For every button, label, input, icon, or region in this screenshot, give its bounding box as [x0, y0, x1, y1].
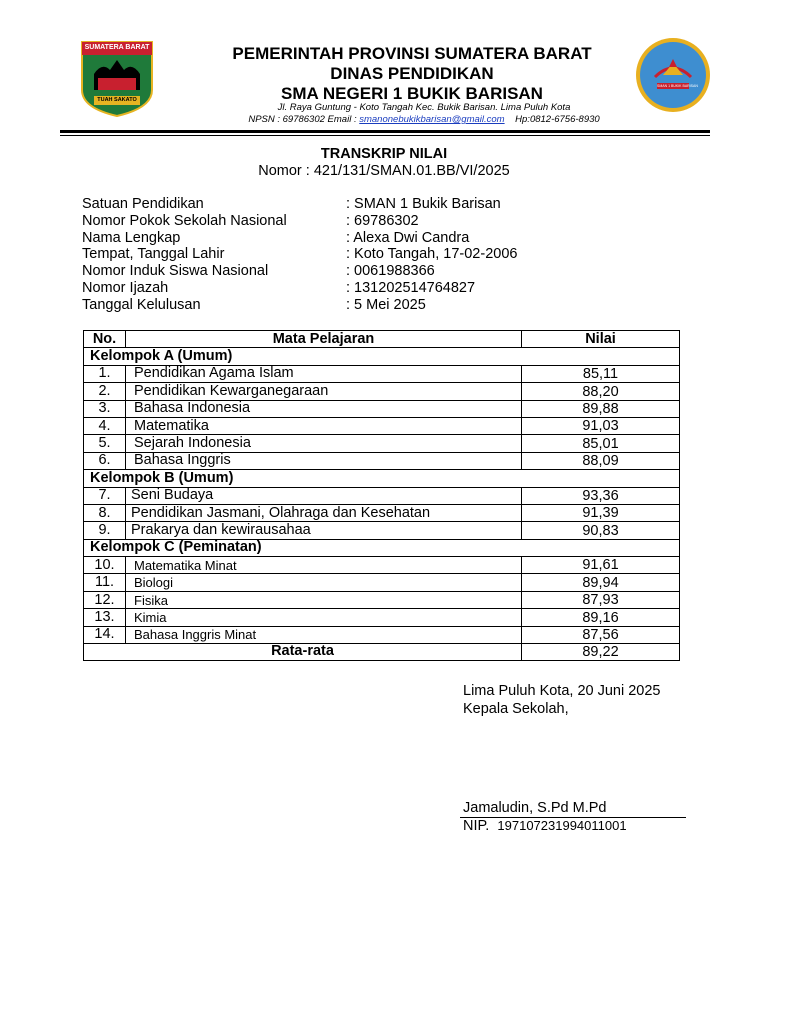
group-row-c: Kelompok C (Peminatan) — [84, 539, 680, 556]
group-row-a: Kelompok A (Umum) — [84, 348, 680, 365]
header-divider-thick — [60, 130, 710, 133]
signature-name: Jamaludin, S.Pd M.Pd — [463, 800, 607, 816]
school-logo-text: SMAN 1 BUKIK BARISAN — [657, 84, 698, 88]
table-row: 7. Seni Budaya 93,36 — [84, 487, 680, 504]
table-row: 8. Pendidikan Jasmani, Olahraga dan Kesehatan 91,39 — [84, 504, 680, 521]
header-address: Jl. Raya Guntung - Koto Tangah Kec. Bukik Barisan. Lima Puluh Kota — [277, 102, 571, 113]
table-row: 2. Pendidikan Kewarganegaraan 88,20 — [84, 383, 680, 400]
signature-nip — [463, 818, 627, 834]
province-logo-text: SUMATERA BARAT — [84, 44, 150, 51]
table-row: 9. Prakarya dan kewirausahaa 90,83 — [84, 522, 680, 539]
table-row: 4. Matematika 91,03 — [84, 417, 680, 434]
header-department: DINAS PENDIDIKAN — [330, 64, 494, 83]
table-row: 3. Bahasa Indonesia 89,88 — [84, 400, 680, 417]
table-row: 5. Sejarah Indonesia 85,01 — [84, 435, 680, 452]
signature-role: Kepala Sekolah, — [463, 701, 569, 717]
table-header-row — [84, 331, 680, 348]
header-npsn: NPSN : 69786302 Email : — [248, 114, 360, 125]
province-logo-motto: TUAH SAKATO — [97, 97, 137, 103]
header-divider-thin — [60, 135, 710, 136]
average-label: Rata-rata — [84, 644, 522, 661]
header-government: PEMERINTAH PROVINSI SUMATERA BARAT — [232, 44, 592, 63]
average-row — [84, 644, 680, 661]
doc-title: TRANSKRIP NILAI — [320, 146, 448, 162]
table-row: 14. Bahasa Inggris Minat 87,56 — [84, 626, 680, 643]
table-row: 12. Fisika 87,93 — [84, 591, 680, 608]
header-subject: Mata Pelajaran — [126, 331, 522, 348]
group-row-b: Kelompok B (Umum) — [84, 470, 680, 487]
table-row: 6. Bahasa Inggris 88,09 — [84, 452, 680, 469]
header-no: No. — [84, 331, 126, 348]
doc-number: Nomor : 421/131/SMAN.01.BB/VI/2025 — [258, 163, 510, 179]
table-row: 13. Kimia 89,16 — [84, 609, 680, 626]
table-row: 1. Pendidikan Agama Islam 85,11 — [84, 365, 680, 382]
table-row: 11. Biologi 89,94 — [84, 574, 680, 591]
header-school-name: SMA NEGERI 1 BUKIK BARISAN — [281, 84, 543, 103]
signature-place-date: Lima Puluh Kota, 20 Juni 2025 — [463, 683, 661, 699]
header-score: Nilai — [522, 331, 680, 348]
nip-label: NIP. — [463, 818, 490, 834]
grades-table — [83, 330, 680, 661]
nip-value: 197107231994011001 — [497, 818, 627, 833]
average-value: 89,22 — [522, 644, 680, 661]
header-contact — [40, 114, 808, 125]
header-phone: Hp:0812-6756-8930 — [515, 114, 600, 125]
table-row: 10. Matematika Minat 91,61 — [84, 557, 680, 574]
header-email-link[interactable]: smanonebukikbarisan@gmail.com — [359, 114, 505, 125]
